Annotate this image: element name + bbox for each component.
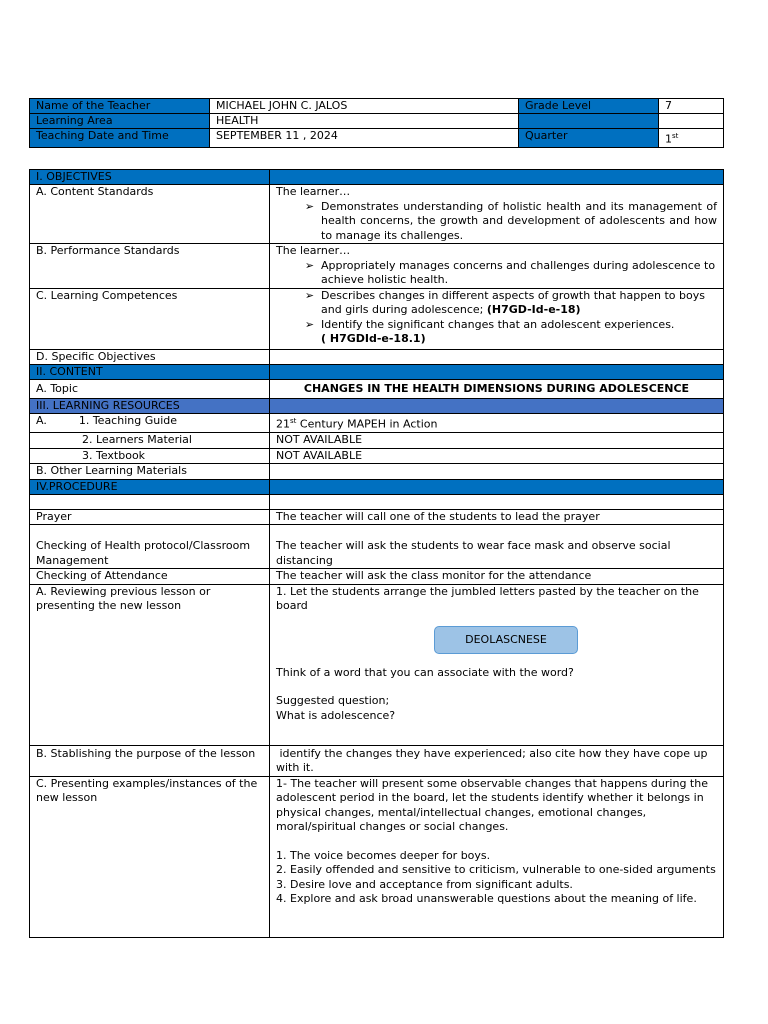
quarter-value: 1st	[659, 129, 724, 148]
prayer-label: Prayer	[30, 509, 270, 525]
prayer-value: The teacher will call one of the students to lead the prayer	[270, 509, 724, 525]
content-section-title: II. CONTENT	[30, 365, 270, 380]
examples-label: C. Presenting examples/instances of the new lesson	[30, 776, 270, 937]
objectives-section-title: I. OBJECTIVES	[30, 170, 270, 185]
teaching-guide-value: 21st Century MAPEH in Action	[270, 414, 724, 433]
procedure-section-title: IV.PROCEDURE	[30, 479, 270, 494]
attendance-label: Checking of Attendance	[30, 569, 270, 585]
grade-value: 7	[659, 99, 724, 114]
content-standards-label: A. Content Standards	[30, 185, 270, 244]
arrow-bullet-icon: ➢	[304, 317, 315, 331]
date-label: Teaching Date and Time	[30, 129, 210, 148]
lesson-plan-table	[29, 169, 724, 938]
topic-value: CHANGES IN THE HEALTH DIMENSIONS DURING ADOLESCENCE	[270, 380, 724, 399]
jumbled-word-box: DEOLASCNESE	[434, 626, 578, 654]
attendance-value: The teacher will ask the class monitor for the attendance	[270, 569, 724, 585]
area-value: HEALTH	[210, 114, 519, 129]
review-lesson-label: A. Reviewing previous lesson or presenting the new lesson	[30, 584, 270, 745]
arrow-bullet-icon: ➢	[304, 258, 315, 272]
date-value: SEPTEMBER 11 , 2024	[210, 129, 519, 148]
other-materials-label: B. Other Learning Materials	[30, 464, 270, 480]
specific-objectives-label: D. Specific Objectives	[30, 349, 270, 365]
performance-standards-value: The learner… ➢ Appropriately manages concerns and challenges during adolescence to achieve holistic health.	[270, 244, 724, 289]
area-label: Learning Area	[30, 114, 210, 129]
learners-material-value: NOT AVAILABLE	[270, 433, 724, 449]
teaching-guide-label: A. 1. Teaching Guide	[30, 414, 270, 433]
grade-label: Grade Level	[519, 99, 659, 114]
review-lesson-value: 1. Let the students arrange the jumbled letters pasted by the teacher on the board DEOLASCNESE Think of a word that you can associate with the word? Suggested question; What is adolescence?	[270, 584, 724, 745]
health-protocol-value: The teacher will ask the students to wear face mask and observe social distancing	[270, 525, 724, 569]
learning-competences-value: ➢ Describes changes in different aspects of growth that happen to boys and girls during adolescence; (H7GD-Id-e-18) ➢ Identify the significant changes that an adolescent experiences. ( H7GDId-e-18.1)	[270, 288, 724, 349]
teacher-info-table	[29, 98, 724, 148]
blank-blue-cell	[519, 114, 659, 129]
learners-material-label: 2. Learners Material	[30, 433, 270, 449]
arrow-bullet-icon: ➢	[304, 199, 315, 213]
content-standards-value: The learner… ➢ Demonstrates understanding of holistic health and its management of health concerns, the growth and development of adolescents and how to manage its challenges.	[270, 185, 724, 244]
blank-cell	[659, 114, 724, 129]
teacher-label: Name of the Teacher	[30, 99, 210, 114]
teacher-value: MICHAEL JOHN C. JALOS	[210, 99, 519, 114]
examples-value: 1- The teacher will present some observable changes that happens during the adolescent period in the board, let the students identify whether it belongs in physical changes, mental/intellectual changes, emotional changes, moral/spiritual changes or social changes. 1. The voice becomes deeper for boys. 2. Easily offended and sensitive to criticism, vulnerable to one-sided arguments 3. Desire love and acceptance from significant adults. 4. Explore and ask broad unanswerable questions about the meaning of life.	[270, 776, 724, 937]
resources-section-title: III. LEARNING RESOURCES	[30, 399, 270, 414]
textbook-label: 3. Textbook	[30, 448, 270, 464]
textbook-value: NOT AVAILABLE	[270, 448, 724, 464]
arrow-bullet-icon: ➢	[304, 288, 315, 302]
quarter-label: Quarter	[519, 129, 659, 148]
learning-competences-label: C. Learning Competences	[30, 288, 270, 349]
purpose-label: B. Stablishing the purpose of the lesson	[30, 745, 270, 776]
topic-label: A. Topic	[30, 380, 270, 399]
health-protocol-label: Checking of Health protocol/Classroom Management	[30, 525, 270, 569]
performance-standards-label: B. Performance Standards	[30, 244, 270, 289]
purpose-value: identify the changes they have experienced; also cite how they have cope up with it.	[270, 745, 724, 776]
